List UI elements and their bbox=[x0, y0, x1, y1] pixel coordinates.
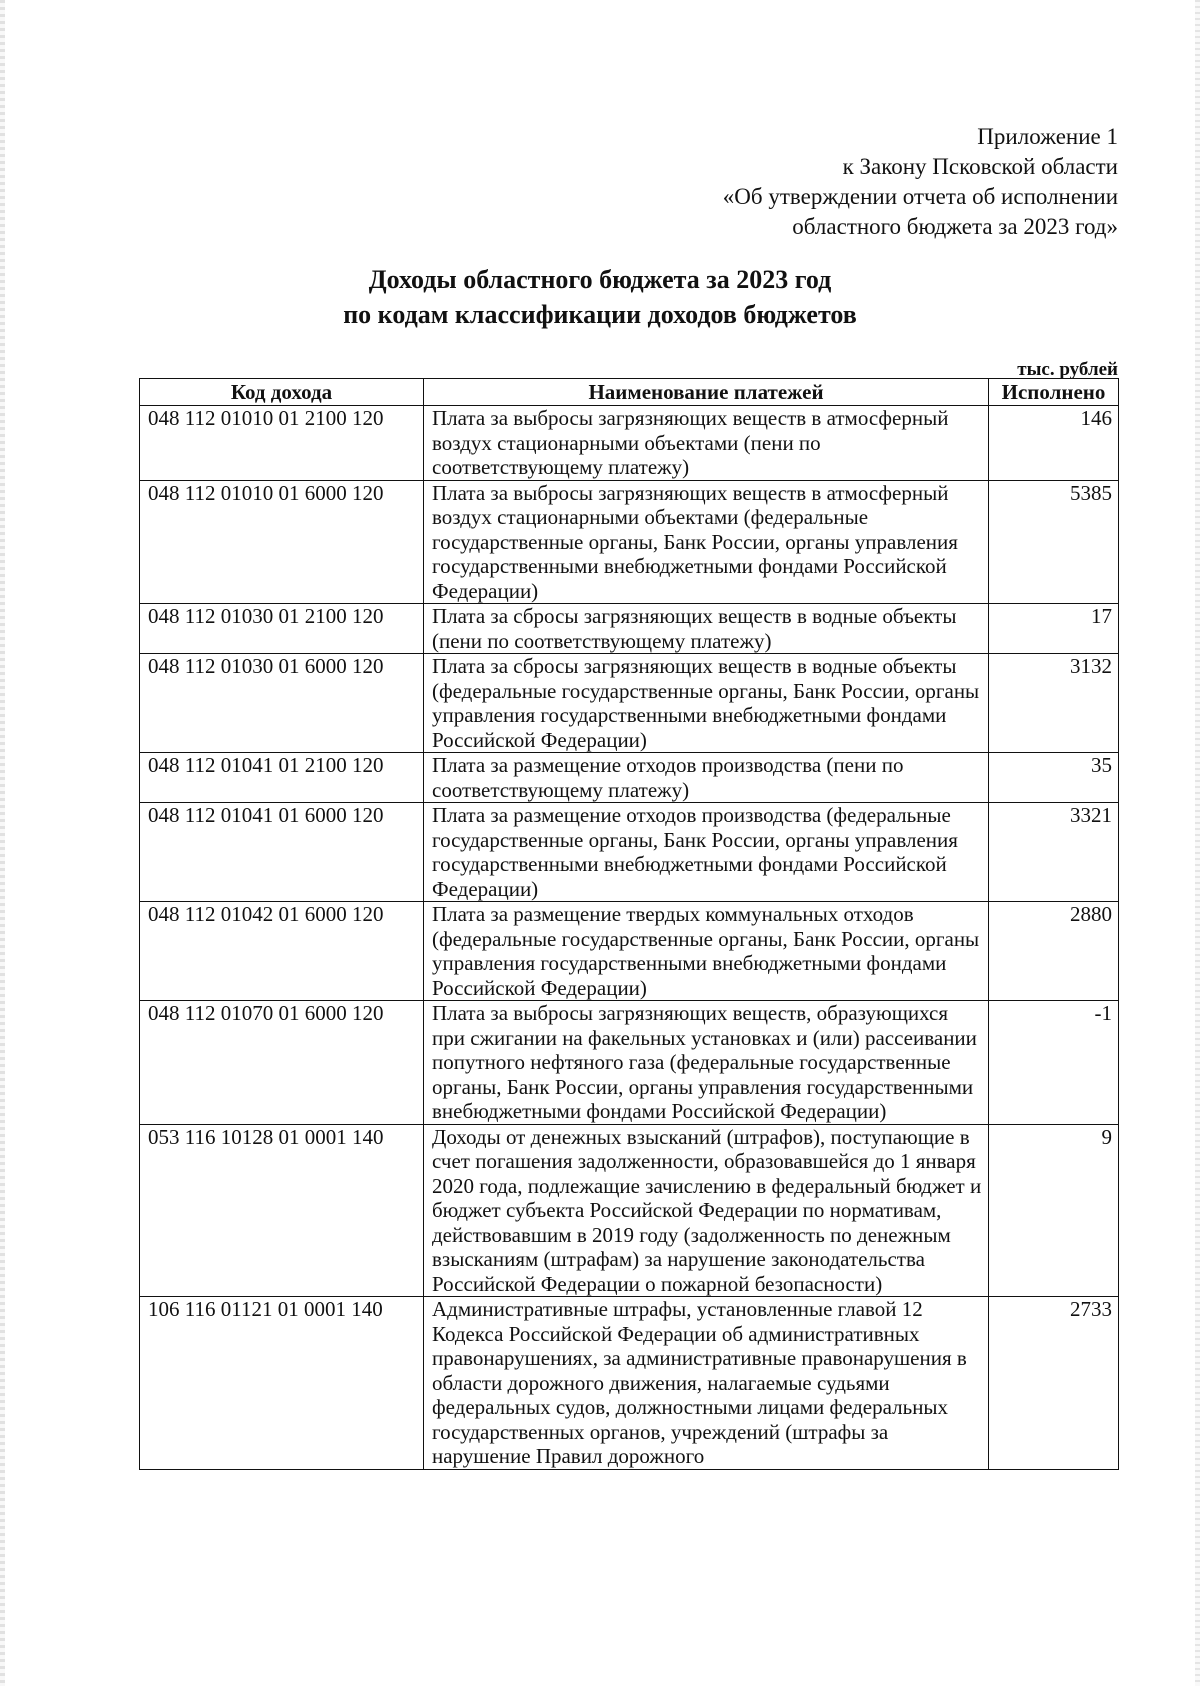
row-name: Плата за выбросы загрязняющих веществ, образующихся при сжигании на факельных установках и (или) рассеивании попутного нефтяного газа (федеральные государственные органы, Банк России, органы управления государственными внебюджетными фондами Российской Федерации) bbox=[424, 1001, 989, 1125]
row-name: Плата за размещение отходов производства (пени по соответствующему платежу) bbox=[424, 753, 989, 803]
row-code: 048 112 01010 01 6000 120 bbox=[140, 480, 424, 604]
table-row bbox=[140, 406, 1119, 481]
row-name: Плата за выбросы загрязняющих веществ в атмосферный воздух стационарными объектами (федеральные государственные органы, Банк России, органы управления государственными внебюджетными фондами Российской Федерации) bbox=[424, 480, 989, 604]
row-value: 35 bbox=[989, 753, 1119, 803]
header-name: Наименование платежей bbox=[424, 379, 989, 406]
row-code: 048 112 01030 01 6000 120 bbox=[140, 654, 424, 753]
table-row bbox=[140, 1001, 1119, 1125]
row-code: 106 116 01121 01 0001 140 bbox=[140, 1297, 424, 1470]
row-name: Плата за размещение твердых коммунальных отходов (федеральные государственные органы, Банк России, органы управления государственными внебюджетными фондами Российской Федерации) bbox=[424, 902, 989, 1001]
header-code: Код дохода bbox=[140, 379, 424, 406]
units-label: тыс. рублей bbox=[1017, 359, 1118, 380]
table-row bbox=[140, 1124, 1119, 1297]
row-value: 17 bbox=[989, 604, 1119, 654]
row-code: 053 116 10128 01 0001 140 bbox=[140, 1124, 424, 1297]
table-row bbox=[140, 654, 1119, 753]
row-value: 3321 bbox=[989, 803, 1119, 902]
title-line-2: по кодам классификации доходов бюджетов bbox=[343, 300, 857, 329]
row-code: 048 112 01070 01 6000 120 bbox=[140, 1001, 424, 1125]
row-name: Плата за выбросы загрязняющих веществ в атмосферный воздух стационарными объектами (пени по соответствующему платежу) bbox=[424, 406, 989, 481]
row-code: 048 112 01010 01 2100 120 bbox=[140, 406, 424, 481]
row-value: 2733 bbox=[989, 1297, 1119, 1470]
scan-edge-left bbox=[0, 0, 5, 1686]
row-name: Административные штрафы, установленные главой 12 Кодекса Российской Федерации об административных правонарушениях, за административные правонарушения в области дорожного движения, налагаемые судьями федеральных судов, должностными лицами федеральных государственных органов, учреждений (штрафы за нарушение Правил дорожного bbox=[424, 1297, 989, 1470]
appendix-line-1: Приложение 1 bbox=[977, 124, 1118, 149]
appendix-line-4: областного бюджета за 2023 год» bbox=[792, 214, 1118, 239]
table-row bbox=[140, 480, 1119, 604]
document-title bbox=[0, 262, 1200, 332]
appendix-line-3: «Об утверждении отчета об исполнении bbox=[722, 184, 1118, 209]
row-value: 5385 bbox=[989, 480, 1119, 604]
row-name: Плата за размещение отходов производства (федеральные государственные органы, Банк России, органы управления государственными внебюджетными фондами Российской Федерации) bbox=[424, 803, 989, 902]
table-row bbox=[140, 604, 1119, 654]
row-value: 9 bbox=[989, 1124, 1119, 1297]
income-table bbox=[139, 378, 1119, 1470]
table-header-row bbox=[140, 379, 1119, 406]
row-code: 048 112 01030 01 2100 120 bbox=[140, 604, 424, 654]
table-row bbox=[140, 902, 1119, 1001]
row-code: 048 112 01041 01 2100 120 bbox=[140, 753, 424, 803]
table-row bbox=[140, 803, 1119, 902]
table-row bbox=[140, 1297, 1119, 1470]
row-name: Доходы от денежных взысканий (штрафов), поступающие в счет погашения задолженности, образовавшейся до 1 января 2020 года, подлежащие зачислению в федеральный бюджет и бюджет субъекта Российской Федерации по нормативам, действовавшим в 2019 году (задолженность по денежным взысканиям (штрафам) за нарушение законодательства Российской Федерации о пожарной безопасности) bbox=[424, 1124, 989, 1297]
scan-edge-right bbox=[1195, 0, 1200, 1686]
appendix-header bbox=[723, 122, 1118, 242]
table-row bbox=[140, 753, 1119, 803]
row-value: 3132 bbox=[989, 654, 1119, 753]
row-value: 2880 bbox=[989, 902, 1119, 1001]
row-code: 048 112 01042 01 6000 120 bbox=[140, 902, 424, 1001]
row-name: Плата за сбросы загрязняющих веществ в водные объекты (федеральные государственные органы, Банк России, органы управления государственными внебюджетными фондами Российской Федерации) bbox=[424, 654, 989, 753]
header-value: Исполнено bbox=[989, 379, 1119, 406]
row-name: Плата за сбросы загрязняющих веществ в водные объекты (пени по соответствующему платежу) bbox=[424, 604, 989, 654]
row-value: 146 bbox=[989, 406, 1119, 481]
row-value: -1 bbox=[989, 1001, 1119, 1125]
appendix-line-2: к Закону Псковской области bbox=[842, 154, 1118, 179]
row-code: 048 112 01041 01 6000 120 bbox=[140, 803, 424, 902]
title-line-1: Доходы областного бюджета за 2023 год bbox=[368, 265, 832, 294]
